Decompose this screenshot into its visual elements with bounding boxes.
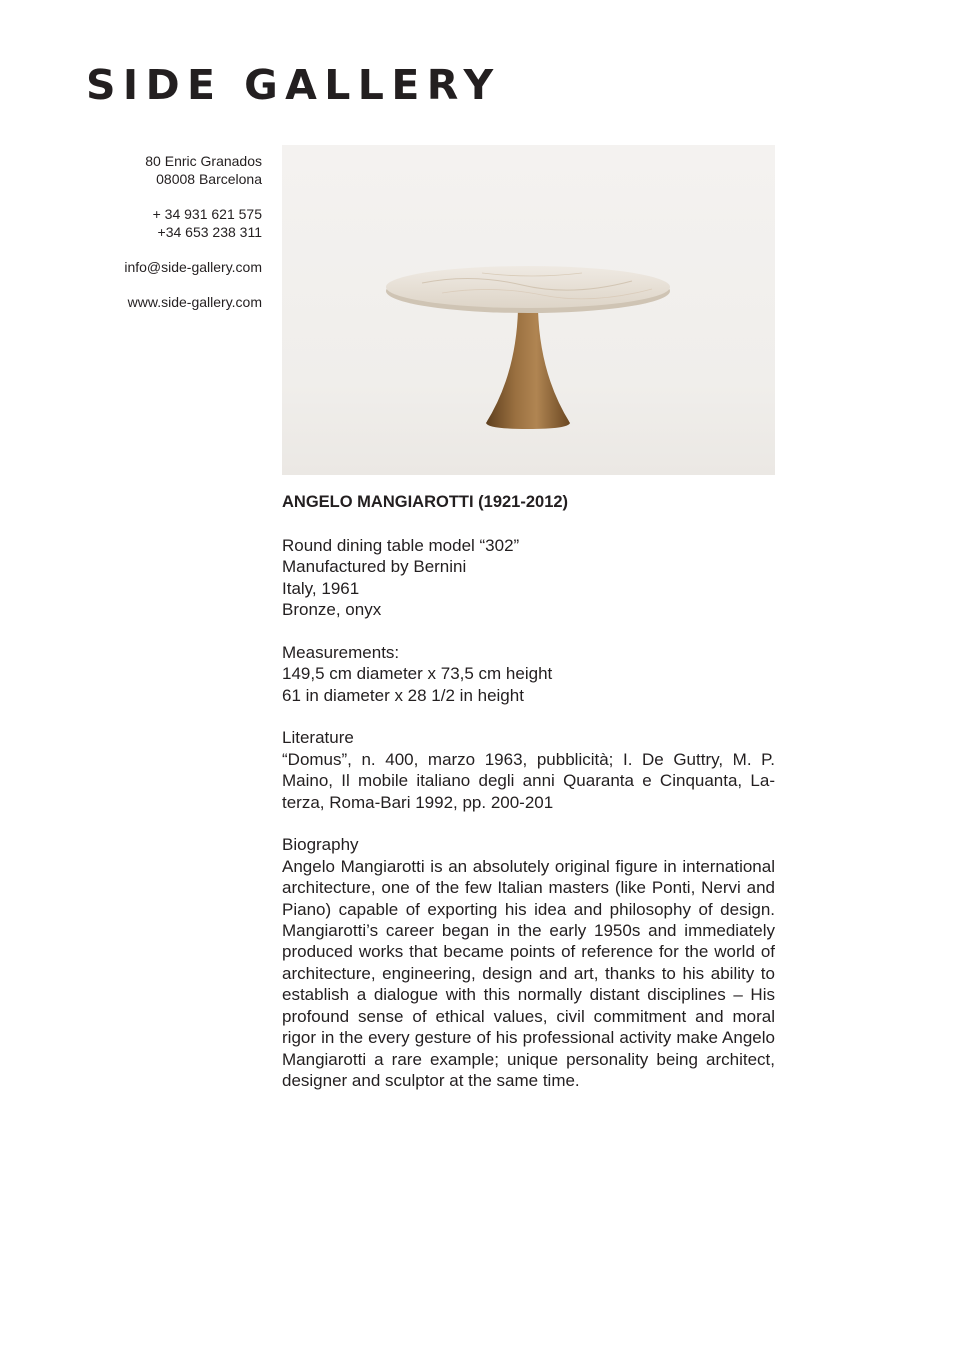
literature-heading: Literature bbox=[282, 728, 354, 748]
gallery-logo: SIDE GALLERY bbox=[86, 61, 501, 109]
item-materials: Bronze, onyx bbox=[282, 600, 382, 620]
measurements-heading: Measurements: bbox=[282, 642, 400, 662]
item-details bbox=[282, 535, 775, 621]
address-line-2: 08008 Barcelona bbox=[156, 171, 262, 187]
phone-1: + 34 931 621 575 bbox=[152, 206, 262, 222]
website-link[interactable]: www.side-gallery.com bbox=[127, 294, 262, 310]
item-origin: Italy, 1961 bbox=[282, 578, 360, 598]
table-photo bbox=[282, 145, 775, 475]
biography bbox=[282, 834, 775, 1091]
biography-heading: Biography bbox=[282, 835, 359, 855]
contact-block bbox=[124, 152, 262, 328]
measurements-imperial: 61 in diameter x 28 1/2 in height bbox=[282, 685, 524, 705]
measurements-metric: 149,5 cm diameter x 73,5 cm height bbox=[282, 664, 553, 684]
measurements bbox=[282, 642, 775, 706]
email-link[interactable]: info@side-gallery.com bbox=[124, 259, 262, 275]
biography-text: Angelo Mangiarotti is an absolutely original figure in international architecture, one of the few Italian masters (like Ponti, Nervi and Piano) capable of exporting his idea and philosophy of design. Mangiarotti’s career began in the early 1950s and immediately produced works that became points of reference for the world of architecture, engineering, design and art, thanks to his ability to establish a dialogue with this normally distant disciplines – His profound sense of ethical values, civil commitment and moral rigor in the every gesture of his professional activity make Angelo Mangiarotti a rare example; unique personality being architect, designer and sculptor at the same time. bbox=[282, 856, 775, 1090]
item-manufacturer: Manufactured by Bernini bbox=[282, 557, 467, 577]
address-line-1: 80 Enric Granados bbox=[145, 153, 262, 169]
item-title: Round dining table model “302” bbox=[282, 535, 520, 555]
phones bbox=[124, 205, 262, 241]
designer-name: ANGELO MANGIAROTTI (1921-2012) bbox=[282, 493, 569, 511]
literature bbox=[282, 727, 775, 813]
address bbox=[124, 152, 262, 188]
table-top bbox=[386, 266, 670, 308]
literature-text: “Domus”, n. 400, marzo 1963, pubblicità; I. De Guttry, M. P. Maino, Il mobile italiano degli anni Quaranta e Cinquanta, Laterza, Roma-Bari 1992, pp. 200-201 bbox=[282, 749, 775, 812]
description bbox=[282, 492, 775, 1113]
phone-2: +34 653 238 311 bbox=[157, 224, 262, 240]
